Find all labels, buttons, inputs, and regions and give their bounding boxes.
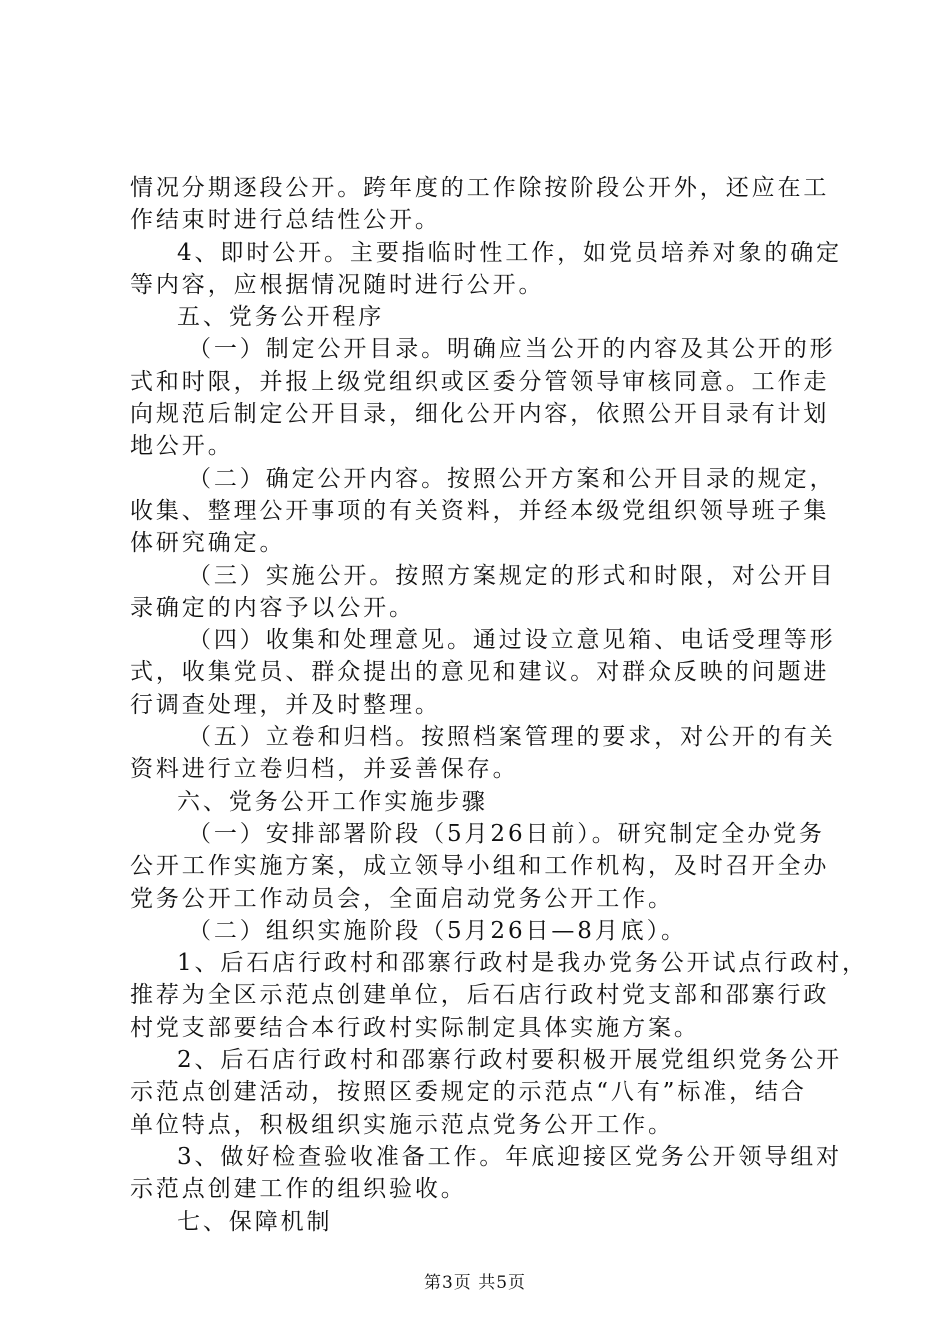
text-line: 公开工作实施方案，成立领导小组和工作机构，及时召开全办 bbox=[130, 853, 830, 880]
text-line: 七、保障机制 bbox=[177, 1208, 333, 1235]
text-line: 体研究确定。 bbox=[130, 530, 286, 557]
text-line: 行调查处理，并及时整理。 bbox=[130, 691, 441, 718]
text-line: 资料进行立卷归档，并妥善保存。 bbox=[130, 756, 519, 783]
text-line: 2、后石店行政村和邵寨行政村要积极开展党组织党务公开 bbox=[177, 1047, 843, 1074]
text-line: （四）收集和处理意见。通过设立意见箱、电话受理等形 bbox=[188, 627, 836, 654]
text-line: 党务公开工作动员会，全面启动党务公开工作。 bbox=[130, 885, 674, 912]
text-line: 示范点创建活动，按照区委规定的示范点“八有”标准，结合 bbox=[130, 1079, 807, 1106]
text-line: 推荐为全区示范点创建单位，后石店行政村党支部和邵寨行政 bbox=[130, 982, 830, 1009]
text-line: 地公开。 bbox=[130, 433, 234, 460]
text-line: 向规范后制定公开目录，细化公开内容，依照公开目录有计划 bbox=[130, 401, 830, 428]
text-line: 村党支部要结合本行政村实际制定具体实施方案。 bbox=[130, 1014, 700, 1041]
text-line: （一）安排部署阶段（5月26日前）。研究制定全办党务 bbox=[188, 820, 825, 847]
text-line: 3、做好检查验收准备工作。年底迎接区党务公开领导组对 bbox=[177, 1143, 843, 1170]
text-line: 示范点创建工作的组织验收。 bbox=[130, 1176, 467, 1203]
text-line: 等内容，应根据情况随时进行公开。 bbox=[130, 271, 545, 298]
text-line: 1、后石店行政村和邵寨行政村是我办党务公开试点行政村， bbox=[177, 950, 868, 977]
text-line: 作结束时进行总结性公开。 bbox=[130, 207, 441, 234]
text-line: 式和时限，并报上级党组织或区委分管领导审核同意。工作走 bbox=[130, 368, 830, 395]
text-line: （五）立卷和归档。按照档案管理的要求，对公开的有关 bbox=[188, 724, 836, 751]
document-body bbox=[130, 172, 868, 1238]
text-line: 六、党务公开工作实施步骤 bbox=[177, 788, 488, 815]
text-line: 五、党务公开程序 bbox=[177, 304, 385, 331]
text-line: 情况分期逐段公开。跨年度的工作除按阶段公开外，还应在工 bbox=[130, 175, 830, 201]
text-line: 录确定的内容予以公开。 bbox=[130, 594, 415, 621]
text-line: （二）确定公开内容。按照公开方案和公开目录的规定， bbox=[188, 465, 836, 492]
text-line: （三）实施公开。按照方案规定的形式和时限，对公开目 bbox=[188, 562, 836, 589]
text-line: 4、即时公开。主要指临时性工作，如党员培养对象的确定 bbox=[177, 239, 843, 266]
text-line: 式，收集党员、群众提出的意见和建议。对群众反映的问题进 bbox=[130, 659, 830, 686]
text-line: （二）组织实施阶段（5月26日—8月底）。 bbox=[188, 917, 687, 944]
page-footer: 第3页 共5页 bbox=[423, 1273, 527, 1293]
text-line: 单位特点，积极组织实施示范点党务公开工作。 bbox=[130, 1111, 674, 1138]
text-line: （一）制定公开目录。明确应当公开的内容及其公开的形 bbox=[188, 336, 836, 363]
text-line: 收集、整理公开事项的有关资料，并经本级党组织领导班子集 bbox=[130, 497, 830, 524]
